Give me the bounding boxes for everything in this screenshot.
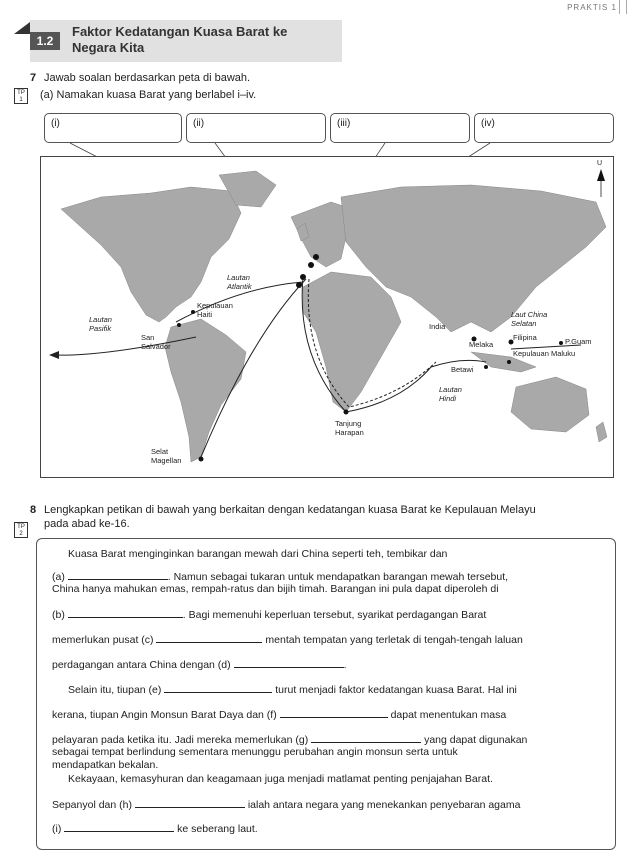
q7-part-a: (a) Namakan kuasa Barat yang berlabel i–iv.: [40, 89, 257, 101]
corner-label: PRAKTIS 1: [567, 3, 617, 12]
q8-line-1: Lengkapkan petikan di bawah yang berkaitan dengan kedatangan kuasa Barat ke Kepulauan Melayu: [44, 504, 536, 516]
blank-f[interactable]: [280, 708, 388, 718]
q8-tp-label: TP: [17, 524, 25, 530]
answer-box-iii-label: (iii): [337, 118, 351, 129]
q8-tp-badge: [14, 522, 28, 538]
europe-dot-3: [300, 274, 306, 280]
q7-instruction: Jawab soalan berdasarkan peta di bawah.: [44, 72, 251, 84]
passage-f-after: dapat menentukan masa: [390, 709, 507, 721]
q7-number: 7: [30, 72, 37, 84]
passage-c-after: mentah tempatan yang terletak di tengah-tengah laluan: [265, 634, 523, 646]
blank-a[interactable]: [68, 570, 168, 580]
passage-a-after: . Namun sebagai tukaran untuk mendapatkan barangan mewah tersebut,: [167, 571, 509, 583]
passage-line-1: Kuasa Barat menginginkan barangan mewah dari China seperti teh, tembikar dan: [68, 548, 448, 560]
passage-line-e: [68, 683, 517, 697]
section-number-badge: 1.2: [30, 32, 60, 50]
passage-line-h: [52, 798, 520, 812]
blank-e[interactable]: [164, 683, 272, 693]
label-betawi: Betawi: [451, 365, 474, 374]
passage-line-11: mendapatkan bekalan.: [52, 759, 159, 771]
label-guam: P.Guam: [565, 337, 592, 346]
blank-b-label: (b): [52, 609, 65, 621]
blank-g[interactable]: [311, 733, 421, 743]
label-haiti: Kepulauan Haiti: [197, 301, 233, 319]
label-pasifik: Lautan Pasifik: [89, 315, 112, 333]
label-atlantik: Lautan Atlantik: [227, 273, 252, 291]
q8-line-2: pada abad ke-16.: [44, 518, 130, 530]
north-label: U: [597, 160, 603, 167]
passage-c-before: memerlukan pusat (c): [52, 634, 154, 646]
europe-dot-2: [308, 262, 314, 268]
answer-box-ii-label: (ii): [193, 118, 205, 129]
passage-d-after: .: [343, 659, 347, 671]
label-filipina: Filipina: [513, 333, 537, 342]
blank-i-label: (i): [52, 823, 62, 835]
label-india: India: [429, 322, 446, 331]
passage-line-i: [52, 822, 258, 836]
label-maluku: Kepulauan Maluku: [513, 349, 576, 358]
passage-line-c: [52, 633, 523, 647]
new-zealand-shape: [596, 422, 607, 442]
q7-tp-level: 1: [19, 97, 23, 103]
answer-box-i-label: (i): [51, 118, 60, 129]
north-arrow-icon: [597, 169, 605, 181]
passage-i-after: ke seberang laut.: [177, 823, 258, 835]
answer-box-iv-label: (iv): [481, 118, 495, 129]
pacific-route-arrow-icon: [49, 351, 59, 359]
label-laut-china: Laut China Selatan: [511, 310, 548, 328]
passage-line-3: China hanya mahukan emas, rempah-ratus dan bijih timah. Barangan ini pula dapat diperoleh di: [52, 583, 499, 595]
passage-line-a: [52, 570, 508, 584]
passage-line-10: sebagai tempat berlindung sementara menunggu perubahan angin monsun serta untuk: [52, 746, 458, 758]
blank-d[interactable]: [234, 658, 344, 668]
guam-dot: [559, 341, 563, 345]
blank-c[interactable]: [156, 633, 262, 643]
africa-shape: [303, 272, 401, 412]
title-line-2: Negara Kita: [72, 40, 145, 55]
passage-h-after: ialah antara negara yang menekankan penyebaran agama: [247, 799, 521, 811]
label-melaka: Melaka: [469, 340, 494, 349]
passage-b-after: . Bagi memenuhi keperluan tersebut, syarikat perdagangan Barat: [182, 609, 487, 621]
passage-e-before: Selain itu, tiupan (e): [68, 684, 162, 696]
passage-d-before: perdagangan antara China dengan (d): [52, 659, 231, 671]
label-tanjung: Tanjung Harapan: [335, 419, 364, 437]
passage-g-before: pelayaran pada ketika itu. Jadi mereka memerlukan (g): [52, 734, 309, 746]
blank-i[interactable]: [64, 822, 174, 832]
title-line-1: Faktor Kedatangan Kuasa Barat ke: [72, 24, 288, 39]
passage-line-12: Kekayaan, kemasyhuran dan keagamaan juga menjadi matlamat penting penjajahan Barat.: [68, 773, 493, 785]
passage-h-before: Sepanyol dan (h): [52, 799, 132, 811]
passage-f-before: kerana, tiupan Angin Monsun Barat Daya dan (f): [52, 709, 277, 721]
world-map: [40, 156, 614, 478]
passage-line-g: [52, 733, 527, 747]
q7-tp-label: TP: [17, 90, 25, 96]
blank-b[interactable]: [68, 608, 183, 618]
europe-dot-4: [296, 282, 302, 288]
haiti-dot: [191, 310, 195, 314]
magellan-dot: [199, 457, 204, 462]
blank-a-label: (a): [52, 571, 65, 583]
betawi-dot: [484, 365, 488, 369]
q8-number: 8: [30, 504, 37, 516]
q8-tp-level: 2: [19, 531, 23, 537]
passage-line-f: [52, 708, 506, 722]
passage-g-after: yang dapat digunakan: [424, 734, 528, 746]
label-san-salvador: San Salvador: [141, 333, 171, 351]
label-magellan: Selat Magellan: [151, 447, 182, 465]
blank-h[interactable]: [135, 798, 245, 808]
maluku-dot: [507, 360, 511, 364]
san-salvador-dot: [177, 323, 181, 327]
passage-line-d: [52, 658, 346, 672]
label-hindi: Lautan Hindi: [439, 385, 462, 403]
australia-shape: [511, 377, 589, 432]
passage-line-b: [52, 608, 486, 622]
europe-dot-1: [313, 254, 319, 260]
tanjung-dot: [344, 410, 349, 415]
passage-e-after: turut menjadi faktor kedatangan kuasa Barat. Hal ini: [275, 684, 517, 696]
